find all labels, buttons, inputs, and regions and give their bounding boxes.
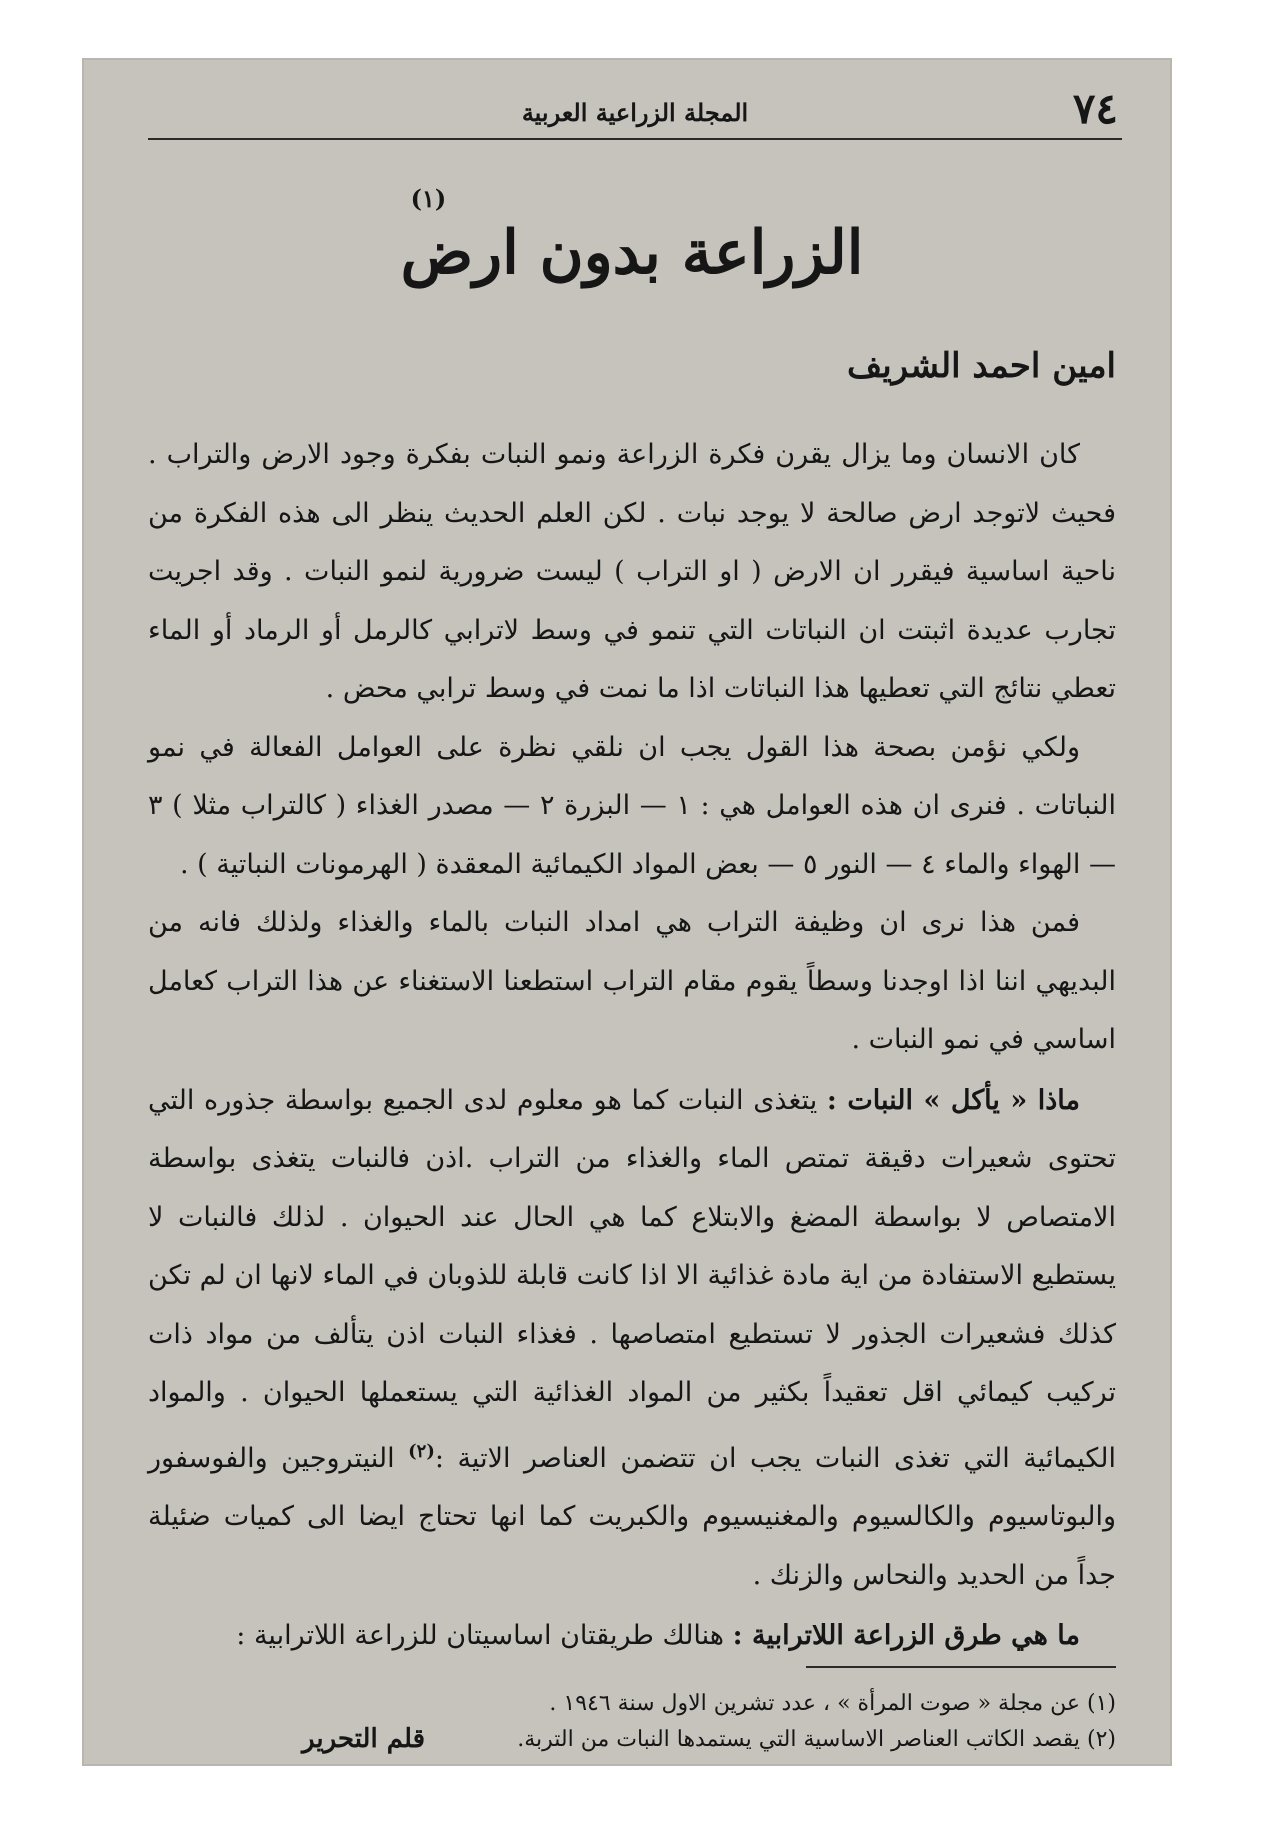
journal-page — [112, 58, 1152, 1766]
editorial-signature: قلم التحرير — [302, 1724, 426, 1754]
title-block — [112, 184, 1152, 288]
journal-name: المجلة الزراعية العربية — [521, 98, 749, 127]
article-body — [148, 426, 1116, 1666]
section-text-methods: هنالك طريقتان اساسيتان للزراعة اللاترابية : — [236, 1620, 733, 1651]
paragraph-soil-role: فمن هذا نرى ان وظيفة التراب هي امداد النبات بالماء والغذاء ولذلك فانه من البديهي اننا اذا اوجدنا وسطاً يقوم مقام التراب استطعنا الاستغناء عن هذا التراب كعامل اساسي في نمو النبات . — [148, 907, 1116, 1055]
paragraph-methods — [148, 1607, 1116, 1666]
section-text-elements: النيتروجين والفوسفور والبوتاسيوم والكالسيوم والمغنيسيوم والكبريت كما انها تحتاج ايضا الى كميات ضئيلة جداً من الحديد والنحاس والزنك . — [148, 1442, 1116, 1591]
title-footnote-marker: (١) — [410, 184, 447, 213]
section-text-feeding: يتغذى النبات كما هو معلوم لدى الجميع بواسطة جذوره التي تحتوى شعيرات دقيقة تمتص الماء والغذاء من التراب .اذن فالنبات يتغذى بواسطة الامتصاص لا بواسطة المضغ والابتلاع كما هي الحال عند الحيوان . لذلك فالنبات لا يستطيع الاستفادة من اية مادة غذائية الا اذا كانت قابلة للذوبان في الماء لانها ان لم تكن كذلك فشعيرات الجذور لا تستطيع امتصاصها . فغذاء النبات اذن يتألف من مواد ذات تركيب كيمائي اقل تعقيداً بكثير من المواد الغذائية التي يستعملها الحيوان . والمواد الكيمائية التي تغذى النبات يجب ان تتضمن العناصر الاتية : — [148, 1084, 1116, 1474]
paragraph-factors: ولكي نؤمن بصحة هذا القول يجب ان نلقي نظرة على العوامل الفعالة في نمو النباتات . فنرى ان هذه العوامل هي : ١ — البزرة ٢ — مصدر الغذاء ( كالتراب مثلا ) ٣ — الهواء والماء ٤ — النور ٥ — بعض المواد الكيمائية المعقدة ( الهرمونات النباتية ) . — [148, 731, 1116, 880]
article-title — [400, 184, 864, 288]
scanned-page — [82, 58, 1172, 1766]
paragraph-intro: كان الانسان وما يزال يقرن فكرة الزراعة ونمو النبات بفكرة وجود الارض والتراب . فحيث لاتوجد ارض صالحة لا يوجد نبات . لكن العلم الحديث ينظر الى هذه الفكرة من ناحية اساسية فيقرر ان الارض ( او التراب ) ليست ضرورية لنمو النبات . وقد اجريت تجارب عديدة اثبتت ان النباتات التي تنمو في وسط لاترابي كالرمل أو الرماد أو الماء تعطي نتائج التي تعطيها هذا النباتات اذا ما نمت في وسط ترابي محض . — [148, 439, 1116, 704]
page-number: ٧٤ — [1072, 84, 1118, 133]
footnote-2: (٢) يقصد الكاتب العناصر الاساسية التي يستمدها النبات من التربة. — [517, 1727, 1116, 1752]
footnote-rule — [806, 1666, 1116, 1668]
footnote-marker-2: (٢) — [408, 1440, 435, 1462]
paragraph-plant-feeding — [148, 1072, 1116, 1606]
article-title-text: الزراعة بدون ارض — [400, 218, 864, 288]
footnote-1: (١) عن مجلة « صوت المرأة » ، عدد تشرين الاول سنة ١٩٤٦ . — [549, 1691, 1116, 1716]
section-heading-methods: ما هي طرق الزراعة اللاترابية : — [732, 1620, 1080, 1651]
section-heading-feeding: ماذا « يأكل » النبات : — [826, 1084, 1080, 1116]
footnotes — [148, 1686, 1116, 1758]
author-name: امين احمد الشريف — [847, 346, 1116, 386]
running-header — [148, 86, 1122, 140]
